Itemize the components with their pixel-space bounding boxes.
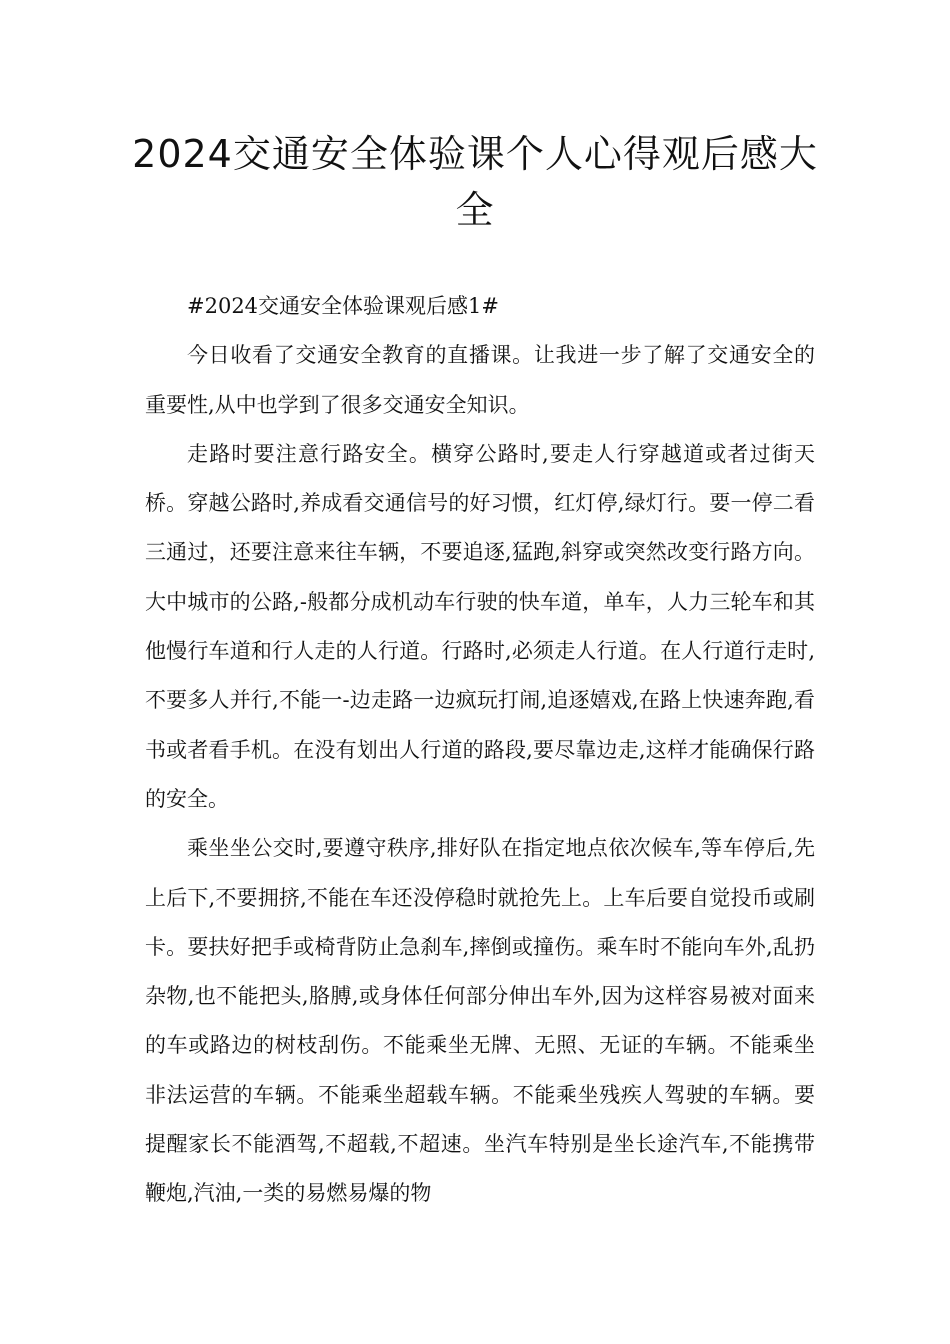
document-title: 2024交通安全体验课个人心得观后感大全 — [132, 132, 818, 232]
paragraph: 乘坐坐公交时,要遵守秩序,排好队在指定地点依次候车,等车停后,先上后下,不要拥挤,不能在车还没停稳时就抢先上。上车后要自觉投币或刷卡。要扶好把手或椅背防止急刹车,摔倒或撞伤。乘车时不能向车外,乱扔杂物,也不能把头,胳膊,或身体任何部分伸出车外,因为这样容易被对面来的车或路边的树枝刮伤。不能乘坐无牌、无照、无证的车辆。不能乘坐非法运营的车辆。不能乘坐超载车辆。不能乘坐残疾人驾驶的车辆。要提醒家长不能酒驾,不超载,不超速。坐汽车特别是坐长途汽车,不能携带鞭炮,汽油,一类的易燃易爆的物 — [145, 836, 815, 1206]
section-heading: #2024交通安全体验课观后感1# — [187, 294, 499, 318]
document-body — [145, 282, 815, 1219]
paragraph: 今日收看了交通安全教育的直播课。让我进一步了解了交通安全的重要性,从中也学到了很多交通安全知识。 — [145, 343, 815, 417]
paragraph: 走路时要注意行路安全。横穿公路时,要走人行穿越道或者过街天桥。穿越公路时,养成看交通信号的好习惯，红灯停,绿灯行。要一停二看三通过，还要注意来往车辆，不要追逐,猛跑,斜穿或突然改变行路方向。大中城市的公路,-般都分成机动车行驶的快车道，单车，人力三轮车和其他慢行车道和行人走的人行道。行路时,必须走人行道。在人行道行走时,不要多人并行,不能一-边走路一边疯玩打闹,追逐嬉戏,在路上快速奔跑,看书或者看手机。在没有划出人行道的路段,要尽靠边走,这样才能确保行路的安全。 — [145, 441, 815, 811]
